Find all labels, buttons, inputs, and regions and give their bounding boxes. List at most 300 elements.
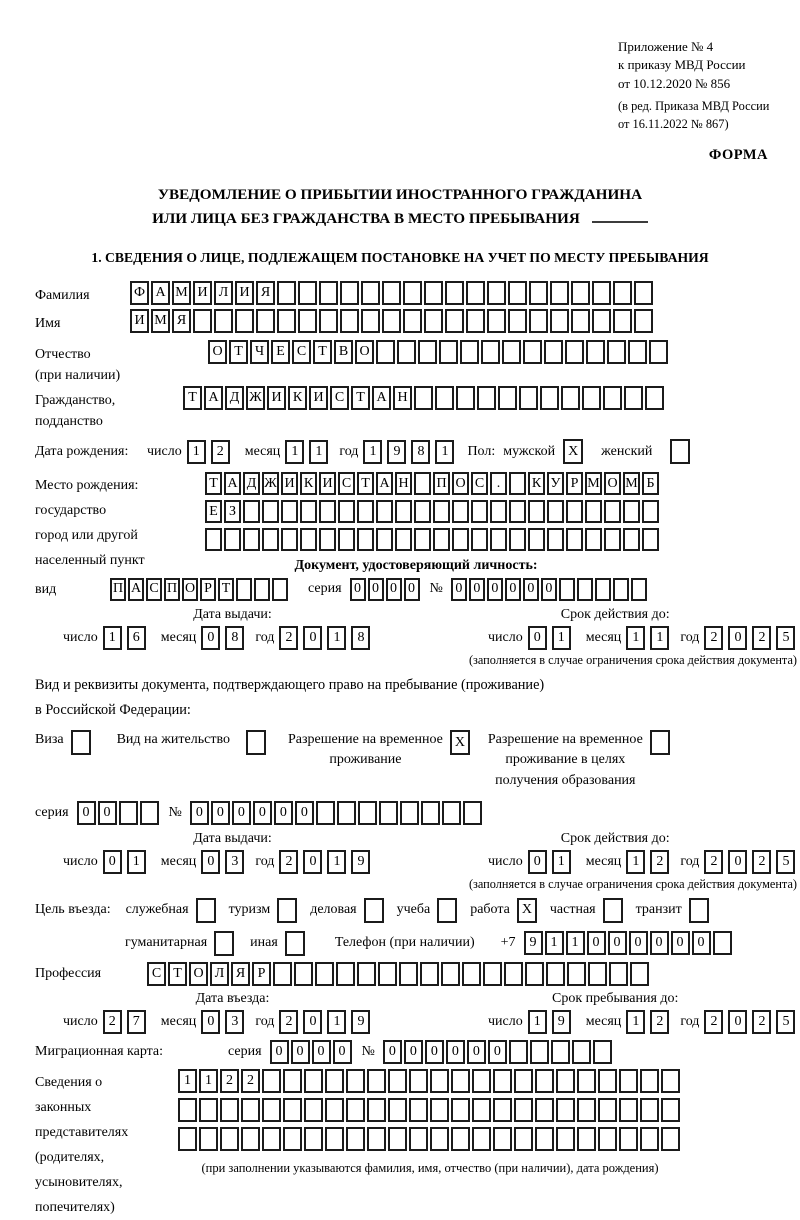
char-cell[interactable]: 0	[505, 578, 521, 601]
char-cell[interactable]: В	[334, 340, 353, 364]
char-cell[interactable]	[304, 1127, 323, 1151]
char-cell[interactable]	[346, 1098, 365, 1122]
char-cell[interactable]: 0	[350, 578, 366, 601]
char-cell[interactable]: 0	[232, 801, 251, 825]
char-cell[interactable]: К	[528, 472, 545, 495]
char-cell[interactable]	[547, 528, 564, 551]
char-cell[interactable]: С	[330, 386, 349, 410]
char-cell[interactable]	[593, 1040, 612, 1064]
char-cell[interactable]: Н	[395, 472, 412, 495]
char-cell[interactable]: .	[490, 472, 507, 495]
char-cell[interactable]	[713, 931, 732, 955]
char-cell[interactable]	[477, 386, 496, 410]
char-cell[interactable]: Б	[642, 472, 659, 495]
char-cell[interactable]: 1	[127, 850, 146, 874]
char-cell[interactable]: Т	[205, 472, 222, 495]
char-cell[interactable]: 0	[291, 1040, 310, 1064]
char-cell[interactable]: О	[452, 472, 469, 495]
char-cell[interactable]	[452, 528, 469, 551]
char-cell[interactable]: 2	[752, 850, 771, 874]
char-cell[interactable]	[205, 528, 222, 551]
char-cell[interactable]: 0	[523, 578, 539, 601]
char-cell[interactable]	[645, 386, 664, 410]
char-cell[interactable]: Т	[218, 578, 234, 601]
char-cell[interactable]	[535, 1069, 554, 1093]
char-cell[interactable]	[566, 500, 583, 523]
char-cell[interactable]: 0	[528, 626, 547, 650]
char-cell[interactable]: Е	[205, 500, 222, 523]
char-cell[interactable]	[514, 1098, 533, 1122]
char-cell[interactable]: А	[128, 578, 144, 601]
char-cell[interactable]	[493, 1098, 512, 1122]
char-cell[interactable]	[397, 340, 416, 364]
char-cell[interactable]: А	[224, 472, 241, 495]
char-cell[interactable]	[357, 962, 376, 986]
char-cell[interactable]	[571, 281, 590, 305]
char-cell[interactable]	[535, 1127, 554, 1151]
char-cell[interactable]: 1	[552, 626, 571, 650]
char-cell[interactable]	[262, 1098, 281, 1122]
char-cell[interactable]	[544, 340, 563, 364]
char-cell[interactable]: 2	[279, 1010, 298, 1034]
char-cell[interactable]	[577, 1127, 596, 1151]
char-cell[interactable]	[367, 1069, 386, 1093]
char-cell[interactable]: 1	[363, 440, 382, 464]
char-cell[interactable]: 9	[552, 1010, 571, 1034]
char-cell[interactable]: 1	[327, 850, 346, 874]
char-cell[interactable]	[559, 578, 575, 601]
purpose-work-checkbox[interactable]: X	[517, 898, 537, 923]
char-cell[interactable]	[619, 1127, 638, 1151]
char-cell[interactable]	[256, 309, 275, 333]
char-cell[interactable]	[325, 1069, 344, 1093]
char-cell[interactable]	[140, 801, 159, 825]
char-cell[interactable]: 1	[435, 440, 454, 464]
char-cell[interactable]	[529, 281, 548, 305]
char-cell[interactable]: 0	[303, 626, 322, 650]
char-cell[interactable]: К	[288, 386, 307, 410]
char-cell[interactable]: 9	[351, 850, 370, 874]
char-cell[interactable]: И	[235, 281, 254, 305]
char-cell[interactable]	[400, 801, 419, 825]
char-cell[interactable]: О	[355, 340, 374, 364]
char-cell[interactable]	[598, 1127, 617, 1151]
char-cell[interactable]: 2	[220, 1069, 239, 1093]
char-cell[interactable]	[119, 801, 138, 825]
char-cell[interactable]	[588, 962, 607, 986]
char-cell[interactable]	[551, 1040, 570, 1064]
char-cell[interactable]	[556, 1098, 575, 1122]
char-cell[interactable]	[514, 1127, 533, 1151]
char-cell[interactable]: С	[338, 472, 355, 495]
char-cell[interactable]	[340, 309, 359, 333]
char-cell[interactable]	[357, 528, 374, 551]
char-cell[interactable]: Л	[210, 962, 229, 986]
char-cell[interactable]: 9	[387, 440, 406, 464]
char-cell[interactable]: 8	[225, 626, 244, 650]
char-cell[interactable]: 0	[404, 578, 420, 601]
char-cell[interactable]	[619, 1069, 638, 1093]
char-cell[interactable]	[504, 962, 523, 986]
char-cell[interactable]: Д	[243, 472, 260, 495]
char-cell[interactable]	[509, 500, 526, 523]
char-cell[interactable]: Л	[214, 281, 233, 305]
char-cell[interactable]	[220, 1098, 239, 1122]
char-cell[interactable]	[178, 1098, 197, 1122]
char-cell[interactable]: 0	[488, 1040, 507, 1064]
char-cell[interactable]: А	[151, 281, 170, 305]
char-cell[interactable]	[598, 1069, 617, 1093]
char-cell[interactable]	[378, 962, 397, 986]
char-cell[interactable]	[529, 309, 548, 333]
char-cell[interactable]: С	[146, 578, 162, 601]
char-cell[interactable]	[607, 340, 626, 364]
char-cell[interactable]	[262, 1127, 281, 1151]
char-cell[interactable]: 1	[199, 1069, 218, 1093]
char-cell[interactable]	[571, 309, 590, 333]
char-cell[interactable]: 0	[190, 801, 209, 825]
char-cell[interactable]	[430, 1098, 449, 1122]
char-cell[interactable]: 5	[776, 626, 795, 650]
char-cell[interactable]: С	[471, 472, 488, 495]
purpose-transit-checkbox[interactable]	[689, 898, 709, 923]
char-cell[interactable]	[336, 962, 355, 986]
option-temp-residence-edu-checkbox[interactable]	[650, 730, 670, 755]
char-cell[interactable]: 9	[524, 931, 543, 955]
char-cell[interactable]: 3	[225, 1010, 244, 1034]
char-cell[interactable]	[592, 281, 611, 305]
char-cell[interactable]	[388, 1069, 407, 1093]
char-cell[interactable]	[277, 281, 296, 305]
char-cell[interactable]	[493, 1069, 512, 1093]
char-cell[interactable]	[483, 962, 502, 986]
char-cell[interactable]: 2	[279, 626, 298, 650]
char-cell[interactable]	[283, 1098, 302, 1122]
char-cell[interactable]	[376, 500, 393, 523]
char-cell[interactable]	[395, 500, 412, 523]
char-cell[interactable]	[254, 578, 270, 601]
char-cell[interactable]: 0	[469, 578, 485, 601]
sex-male-checkbox[interactable]: X	[563, 439, 583, 464]
char-cell[interactable]: А	[204, 386, 223, 410]
char-cell[interactable]: 1	[103, 626, 122, 650]
char-cell[interactable]	[471, 500, 488, 523]
char-cell[interactable]	[490, 528, 507, 551]
char-cell[interactable]	[367, 1127, 386, 1151]
char-cell[interactable]	[661, 1069, 680, 1093]
char-cell[interactable]	[357, 500, 374, 523]
char-cell[interactable]: 0	[386, 578, 402, 601]
char-cell[interactable]	[487, 309, 506, 333]
char-cell[interactable]	[337, 801, 356, 825]
char-cell[interactable]	[399, 962, 418, 986]
char-cell[interactable]: 3	[225, 850, 244, 874]
char-cell[interactable]	[214, 309, 233, 333]
char-cell[interactable]	[556, 1069, 575, 1093]
char-cell[interactable]	[420, 962, 439, 986]
char-cell[interactable]: 0	[201, 850, 220, 874]
char-cell[interactable]	[243, 528, 260, 551]
char-cell[interactable]	[319, 500, 336, 523]
char-cell[interactable]	[550, 281, 569, 305]
char-cell[interactable]: 7	[127, 1010, 146, 1034]
char-cell[interactable]	[525, 962, 544, 986]
char-cell[interactable]	[358, 801, 377, 825]
char-cell[interactable]	[300, 528, 317, 551]
char-cell[interactable]	[472, 1127, 491, 1151]
char-cell[interactable]	[315, 962, 334, 986]
char-cell[interactable]	[430, 1127, 449, 1151]
char-cell[interactable]: О	[208, 340, 227, 364]
char-cell[interactable]	[367, 1098, 386, 1122]
char-cell[interactable]: А	[376, 472, 393, 495]
char-cell[interactable]: 0	[303, 1010, 322, 1034]
char-cell[interactable]	[566, 528, 583, 551]
char-cell[interactable]: С	[292, 340, 311, 364]
char-cell[interactable]	[649, 340, 668, 364]
char-cell[interactable]: 0	[728, 626, 747, 650]
char-cell[interactable]	[262, 1069, 281, 1093]
char-cell[interactable]: 0	[451, 578, 467, 601]
char-cell[interactable]: 0	[587, 931, 606, 955]
char-cell[interactable]	[598, 1098, 617, 1122]
char-cell[interactable]: 0	[467, 1040, 486, 1064]
char-cell[interactable]: 2	[752, 1010, 771, 1034]
char-cell[interactable]	[463, 801, 482, 825]
char-cell[interactable]: О	[189, 962, 208, 986]
char-cell[interactable]	[502, 340, 521, 364]
char-cell[interactable]: 1	[566, 931, 585, 955]
char-cell[interactable]	[604, 500, 621, 523]
char-cell[interactable]	[624, 386, 643, 410]
option-temp-residence-checkbox[interactable]: X	[450, 730, 470, 755]
char-cell[interactable]	[193, 309, 212, 333]
char-cell[interactable]	[528, 528, 545, 551]
char-cell[interactable]: 0	[528, 850, 547, 874]
char-cell[interactable]: М	[585, 472, 602, 495]
char-cell[interactable]: 8	[351, 626, 370, 650]
char-cell[interactable]	[338, 500, 355, 523]
char-cell[interactable]	[262, 500, 279, 523]
char-cell[interactable]: 5	[776, 1010, 795, 1034]
char-cell[interactable]: Р	[200, 578, 216, 601]
char-cell[interactable]: 0	[692, 931, 711, 955]
char-cell[interactable]: 0	[211, 801, 230, 825]
char-cell[interactable]	[472, 1098, 491, 1122]
char-cell[interactable]	[304, 1098, 323, 1122]
char-cell[interactable]	[451, 1127, 470, 1151]
char-cell[interactable]: Ж	[262, 472, 279, 495]
char-cell[interactable]	[403, 309, 422, 333]
char-cell[interactable]	[421, 801, 440, 825]
char-cell[interactable]	[577, 578, 593, 601]
char-cell[interactable]	[595, 578, 611, 601]
char-cell[interactable]	[466, 281, 485, 305]
char-cell[interactable]	[409, 1098, 428, 1122]
char-cell[interactable]: А	[372, 386, 391, 410]
char-cell[interactable]: 0	[383, 1040, 402, 1064]
char-cell[interactable]	[236, 578, 252, 601]
char-cell[interactable]	[178, 1127, 197, 1151]
char-cell[interactable]	[262, 528, 279, 551]
char-cell[interactable]	[613, 578, 629, 601]
char-cell[interactable]: Р	[566, 472, 583, 495]
char-cell[interactable]	[220, 1127, 239, 1151]
char-cell[interactable]	[442, 801, 461, 825]
char-cell[interactable]: З	[224, 500, 241, 523]
char-cell[interactable]	[382, 281, 401, 305]
char-cell[interactable]: Т	[357, 472, 374, 495]
char-cell[interactable]: Д	[225, 386, 244, 410]
char-cell[interactable]: Ч	[250, 340, 269, 364]
char-cell[interactable]	[325, 1098, 344, 1122]
char-cell[interactable]	[346, 1127, 365, 1151]
char-cell[interactable]	[388, 1098, 407, 1122]
char-cell[interactable]: Т	[351, 386, 370, 410]
char-cell[interactable]	[604, 528, 621, 551]
char-cell[interactable]: 1	[545, 931, 564, 955]
purpose-commercial-checkbox[interactable]	[364, 898, 384, 923]
char-cell[interactable]	[235, 309, 254, 333]
char-cell[interactable]	[487, 281, 506, 305]
char-cell[interactable]	[509, 528, 526, 551]
char-cell[interactable]	[586, 340, 605, 364]
char-cell[interactable]: П	[110, 578, 126, 601]
char-cell[interactable]: 6	[127, 626, 146, 650]
char-cell[interactable]	[471, 528, 488, 551]
char-cell[interactable]	[361, 281, 380, 305]
char-cell[interactable]: 2	[103, 1010, 122, 1034]
char-cell[interactable]: У	[547, 472, 564, 495]
char-cell[interactable]: К	[300, 472, 317, 495]
char-cell[interactable]	[340, 281, 359, 305]
char-cell[interactable]: 1	[309, 440, 328, 464]
char-cell[interactable]	[572, 1040, 591, 1064]
char-cell[interactable]	[577, 1069, 596, 1093]
char-cell[interactable]: С	[147, 962, 166, 986]
char-cell[interactable]	[640, 1069, 659, 1093]
char-cell[interactable]: Я	[231, 962, 250, 986]
char-cell[interactable]: 1	[187, 440, 206, 464]
char-cell[interactable]: 2	[279, 850, 298, 874]
char-cell[interactable]	[241, 1127, 260, 1151]
char-cell[interactable]	[630, 962, 649, 986]
char-cell[interactable]	[585, 500, 602, 523]
char-cell[interactable]: Я	[256, 281, 275, 305]
char-cell[interactable]	[414, 528, 431, 551]
char-cell[interactable]	[379, 801, 398, 825]
option-residence-permit-checkbox[interactable]	[246, 730, 266, 755]
char-cell[interactable]	[304, 1069, 323, 1093]
char-cell[interactable]: 0	[650, 931, 669, 955]
char-cell[interactable]	[273, 962, 292, 986]
char-cell[interactable]: 0	[253, 801, 272, 825]
char-cell[interactable]: 2	[704, 626, 723, 650]
char-cell[interactable]: 0	[487, 578, 503, 601]
char-cell[interactable]	[493, 1127, 512, 1151]
char-cell[interactable]: О	[604, 472, 621, 495]
char-cell[interactable]	[623, 500, 640, 523]
char-cell[interactable]: 8	[411, 440, 430, 464]
char-cell[interactable]: 0	[671, 931, 690, 955]
char-cell[interactable]	[550, 309, 569, 333]
char-cell[interactable]	[298, 281, 317, 305]
char-cell[interactable]: 5	[776, 850, 795, 874]
char-cell[interactable]	[319, 528, 336, 551]
char-cell[interactable]: 0	[368, 578, 384, 601]
char-cell[interactable]	[283, 1127, 302, 1151]
char-cell[interactable]	[316, 801, 335, 825]
char-cell[interactable]	[346, 1069, 365, 1093]
char-cell[interactable]	[361, 309, 380, 333]
char-cell[interactable]	[445, 309, 464, 333]
char-cell[interactable]: Ж	[246, 386, 265, 410]
char-cell[interactable]: М	[623, 472, 640, 495]
char-cell[interactable]	[514, 1069, 533, 1093]
char-cell[interactable]	[519, 386, 538, 410]
char-cell[interactable]	[395, 528, 412, 551]
char-cell[interactable]	[382, 309, 401, 333]
char-cell[interactable]	[546, 962, 565, 986]
char-cell[interactable]: 1	[327, 626, 346, 650]
sex-female-checkbox[interactable]	[670, 439, 690, 464]
char-cell[interactable]	[430, 1069, 449, 1093]
char-cell[interactable]: 0	[728, 850, 747, 874]
char-cell[interactable]: 0	[425, 1040, 444, 1064]
char-cell[interactable]	[642, 528, 659, 551]
char-cell[interactable]	[281, 500, 298, 523]
char-cell[interactable]	[603, 386, 622, 410]
char-cell[interactable]	[319, 309, 338, 333]
char-cell[interactable]: 1	[528, 1010, 547, 1034]
char-cell[interactable]	[567, 962, 586, 986]
char-cell[interactable]: 0	[303, 850, 322, 874]
char-cell[interactable]	[640, 1098, 659, 1122]
char-cell[interactable]: П	[164, 578, 180, 601]
char-cell[interactable]	[508, 281, 527, 305]
char-cell[interactable]	[456, 386, 475, 410]
char-cell[interactable]	[283, 1069, 302, 1093]
char-cell[interactable]	[418, 340, 437, 364]
char-cell[interactable]: 2	[241, 1069, 260, 1093]
purpose-other-checkbox[interactable]	[285, 931, 305, 956]
char-cell[interactable]	[424, 281, 443, 305]
char-cell[interactable]: 1	[552, 850, 571, 874]
char-cell[interactable]	[582, 386, 601, 410]
char-cell[interactable]	[628, 340, 647, 364]
char-cell[interactable]	[640, 1127, 659, 1151]
char-cell[interactable]	[199, 1127, 218, 1151]
char-cell[interactable]	[414, 472, 431, 495]
char-cell[interactable]	[433, 528, 450, 551]
char-cell[interactable]: 1	[626, 850, 645, 874]
char-cell[interactable]: 1	[626, 626, 645, 650]
char-cell[interactable]: 2	[650, 850, 669, 874]
char-cell[interactable]	[376, 340, 395, 364]
purpose-private-checkbox[interactable]	[603, 898, 623, 923]
char-cell[interactable]	[547, 500, 564, 523]
char-cell[interactable]: 0	[333, 1040, 352, 1064]
char-cell[interactable]	[241, 1098, 260, 1122]
char-cell[interactable]: Е	[271, 340, 290, 364]
char-cell[interactable]	[481, 340, 500, 364]
char-cell[interactable]	[631, 578, 647, 601]
purpose-humanitarian-checkbox[interactable]	[214, 931, 234, 956]
char-cell[interactable]	[466, 309, 485, 333]
char-cell[interactable]	[319, 281, 338, 305]
char-cell[interactable]	[300, 500, 317, 523]
char-cell[interactable]: 0	[608, 931, 627, 955]
